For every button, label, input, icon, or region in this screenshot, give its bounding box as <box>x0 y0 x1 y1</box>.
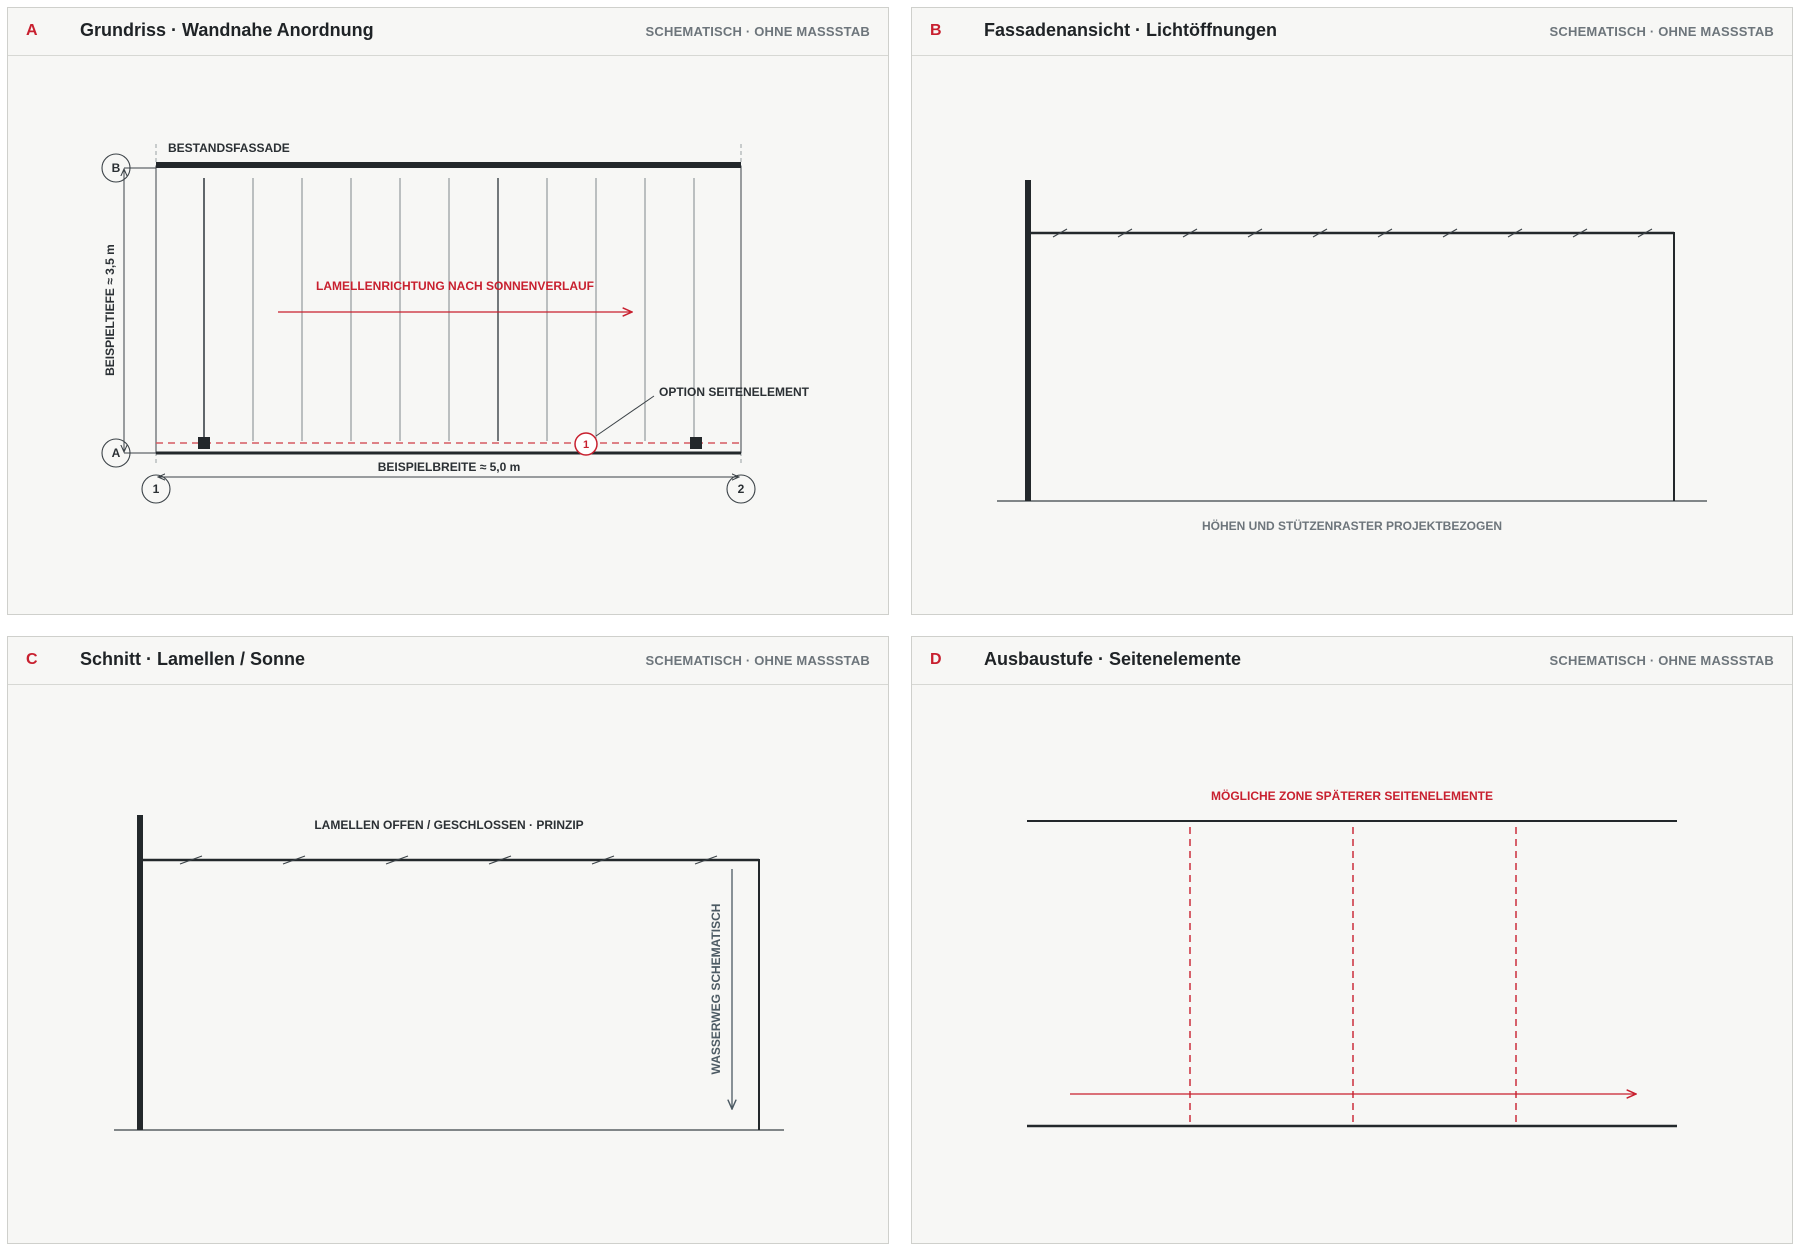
facade-label: BESTANDSFASSADE <box>168 141 290 155</box>
lamella-lines <box>204 178 694 441</box>
floor-plan-drawing <box>8 56 890 614</box>
scale-note: SCHEMATISCH · OHNE MASSSTAB <box>1549 24 1774 39</box>
panel-letter: B <box>930 22 942 39</box>
post-left <box>198 437 210 449</box>
extension-stage-drawing <box>912 685 1794 1243</box>
panel-title: Ausbaustufe · Seitenelemente <box>984 649 1242 669</box>
panel-c <box>7 636 889 1244</box>
panel-letter: D <box>930 651 942 668</box>
panel-title: Schnitt · Lamellen / Sonne <box>80 649 306 669</box>
post-right <box>690 437 702 449</box>
panel-b <box>911 7 1793 615</box>
scale-note: SCHEMATISCH · OHNE MASSSTAB <box>1549 653 1774 668</box>
option-marker-number: 1 <box>582 439 590 451</box>
panel-header <box>8 8 888 56</box>
facade-elevation-drawing <box>912 56 1794 614</box>
axis-label-b: B <box>111 161 121 175</box>
axis-label-1: 1 <box>152 482 160 496</box>
project-note: HÖHEN UND STÜTZENRASTER PROJEKTBEZOGEN <box>1201 519 1503 533</box>
panel-letter: C <box>26 651 38 668</box>
direction-label: LAMELLENRICHTUNG NACH SONNENVERLAUF <box>316 279 594 293</box>
panel-title: Fassadenansicht · Lichtöffnungen <box>984 20 1278 40</box>
panel-title: Grundriss · Wandnahe Anordnung <box>80 20 374 40</box>
panel-a <box>7 7 889 615</box>
panel-header <box>8 637 888 685</box>
lamella-principle-label: LAMELLEN OFFEN / GESCHLOSSEN · PRINZIP <box>314 818 584 832</box>
existing-facade-wall <box>156 162 741 168</box>
depth-label: BEISPIELTIEFE ≈ 3,5 m <box>103 244 117 376</box>
scale-note: SCHEMATISCH · OHNE MASSSTAB <box>645 653 870 668</box>
panel-header <box>912 8 1792 56</box>
zone-label: MÖGLICHE ZONE SPÄTERER SEITENELEMENTE <box>1210 789 1494 803</box>
axis-label-2: 2 <box>737 482 745 496</box>
panel-letter: A <box>26 22 38 39</box>
wall-post <box>1025 180 1031 501</box>
section-drawing <box>8 685 890 1243</box>
option-label: OPTION SEITENELEMENT <box>659 385 810 399</box>
panel-d <box>911 636 1793 1244</box>
panel-header <box>912 637 1792 685</box>
water-path-label: WASSERWEG SCHEMATISCH <box>709 903 723 1075</box>
side-element-zones <box>1190 827 1516 1126</box>
scale-note: SCHEMATISCH · OHNE MASSSTAB <box>645 24 870 39</box>
axis-label-a: A <box>111 446 121 460</box>
width-label: BEISPIELBREITE ≈ 5,0 m <box>377 460 521 474</box>
wall-post <box>137 815 143 1130</box>
